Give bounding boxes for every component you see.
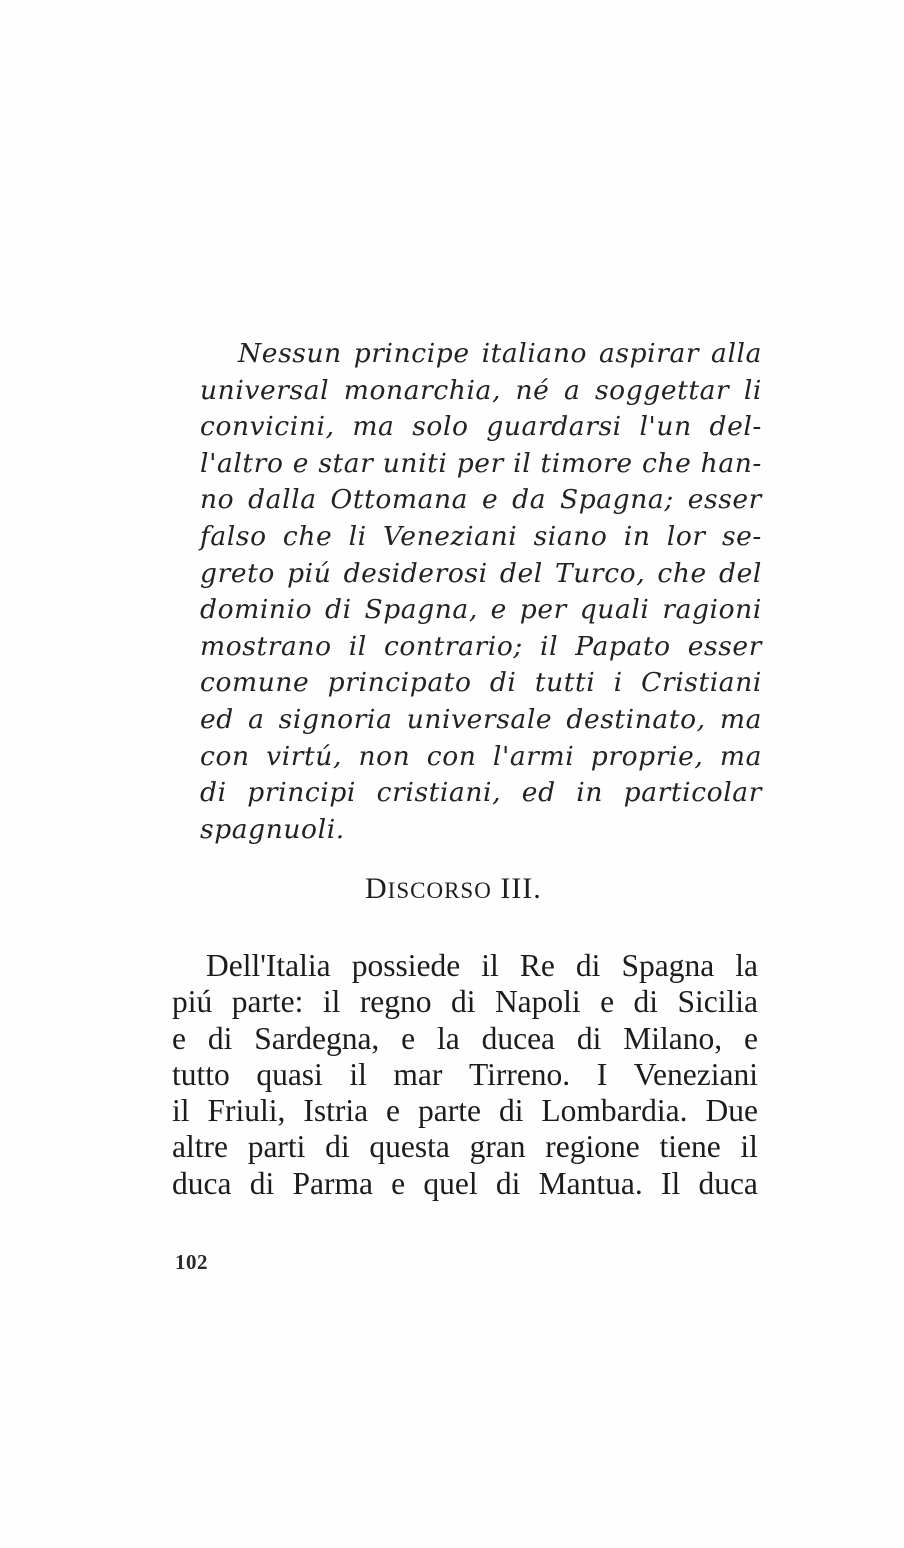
summary-line: di principi cristiani, ed in particolar (200, 777, 762, 809)
heading-initial: D (365, 872, 388, 905)
body-line: e di Sardegna, e la ducea di Milano, e (172, 1020, 758, 1056)
body-line: Dell'Italia possiede il Re di Spagna la (206, 948, 758, 983)
body-paragraph (172, 948, 758, 1202)
summary-line: con virtú, non con l'armi proprie, ma (200, 740, 762, 772)
summary-line: ed a signoria universale destinato, ma (200, 703, 762, 735)
summary-line: greto piú desiderosi del Turco, che del (200, 557, 762, 589)
summary-line: universal monarchia, né a soggettar li (200, 374, 762, 406)
section-heading (365, 872, 542, 906)
summary-line: mostrano il contrario; il Papato esser (200, 630, 762, 662)
summary-line: convicini, ma solo guardarsi l'un del- (200, 411, 762, 443)
body-line: piú parte: il regno di Napoli e di Sicilia (172, 984, 758, 1020)
summary-line: dominio di Spagna, e per quali ragioni (200, 594, 762, 626)
page-number: 102 (175, 1250, 208, 1274)
body-line: il Friuli, Istria e parte di Lombardia. Due (172, 1093, 758, 1129)
body-line: altre parti di questa gran regione tiene il (172, 1129, 758, 1165)
heading-small-caps: ISCORSO (387, 878, 492, 903)
summary-line: Nessun principe italiano aspirar alla (238, 338, 762, 369)
body-line: duca di Parma e quel di Mantua. Il duca (172, 1165, 758, 1201)
summary-line: no dalla Ottomana e da Spagna; esser (200, 484, 762, 516)
summary-line: l'altro e star uniti per il timore che han- (200, 447, 762, 479)
summary-line: falso che li Veneziani siano in lor se- (200, 520, 762, 552)
body-line: tutto quasi il mar Tirreno. I Veneziani (172, 1056, 758, 1092)
heading-numeral: III. (491, 872, 542, 905)
chapter-summary (200, 336, 762, 848)
summary-line: spagnuoli. (200, 813, 345, 845)
summary-line: comune principato di tutti i Cristiani (200, 667, 762, 699)
